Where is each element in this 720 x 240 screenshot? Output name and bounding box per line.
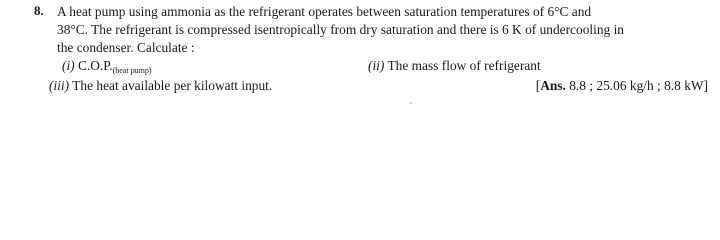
answer-close-bracket: ] <box>703 78 708 93</box>
answer-key <box>536 78 708 94</box>
part-ii <box>368 58 541 74</box>
problem-statement <box>57 3 707 57</box>
answer-values: 8.8 ; 25.06 kg/h ; 8.8 kW <box>569 78 704 93</box>
scan-speck <box>410 102 412 104</box>
answer-prefix: Ans. <box>540 78 566 93</box>
part-iii <box>49 78 272 94</box>
part-i-subscript: (heat pump) <box>112 66 152 75</box>
problem-number: 8. <box>34 3 44 18</box>
problem-line-3: the condenser. Calculate : <box>57 40 195 55</box>
answer-open-bracket: [ <box>535 78 541 93</box>
part-iii-text: The heat available per kilowatt input. <box>72 78 273 93</box>
part-i-text: C.O.P. <box>78 58 113 73</box>
part-i-label: (i) <box>62 58 75 73</box>
part-ii-label: (ii) <box>368 58 385 73</box>
part-iii-label: (iii) <box>49 78 70 93</box>
problem-line-2: 38°C. The refrigerant is compressed isentropically from dry saturation and there is 6 K of undercooling in <box>57 22 624 37</box>
problem-line-1: A heat pump using ammonia as the refrigerant operates between saturation temperatures of 6°C and <box>57 4 592 19</box>
part-i <box>62 58 151 74</box>
part-ii-text: The mass flow of refrigerant <box>387 58 541 73</box>
